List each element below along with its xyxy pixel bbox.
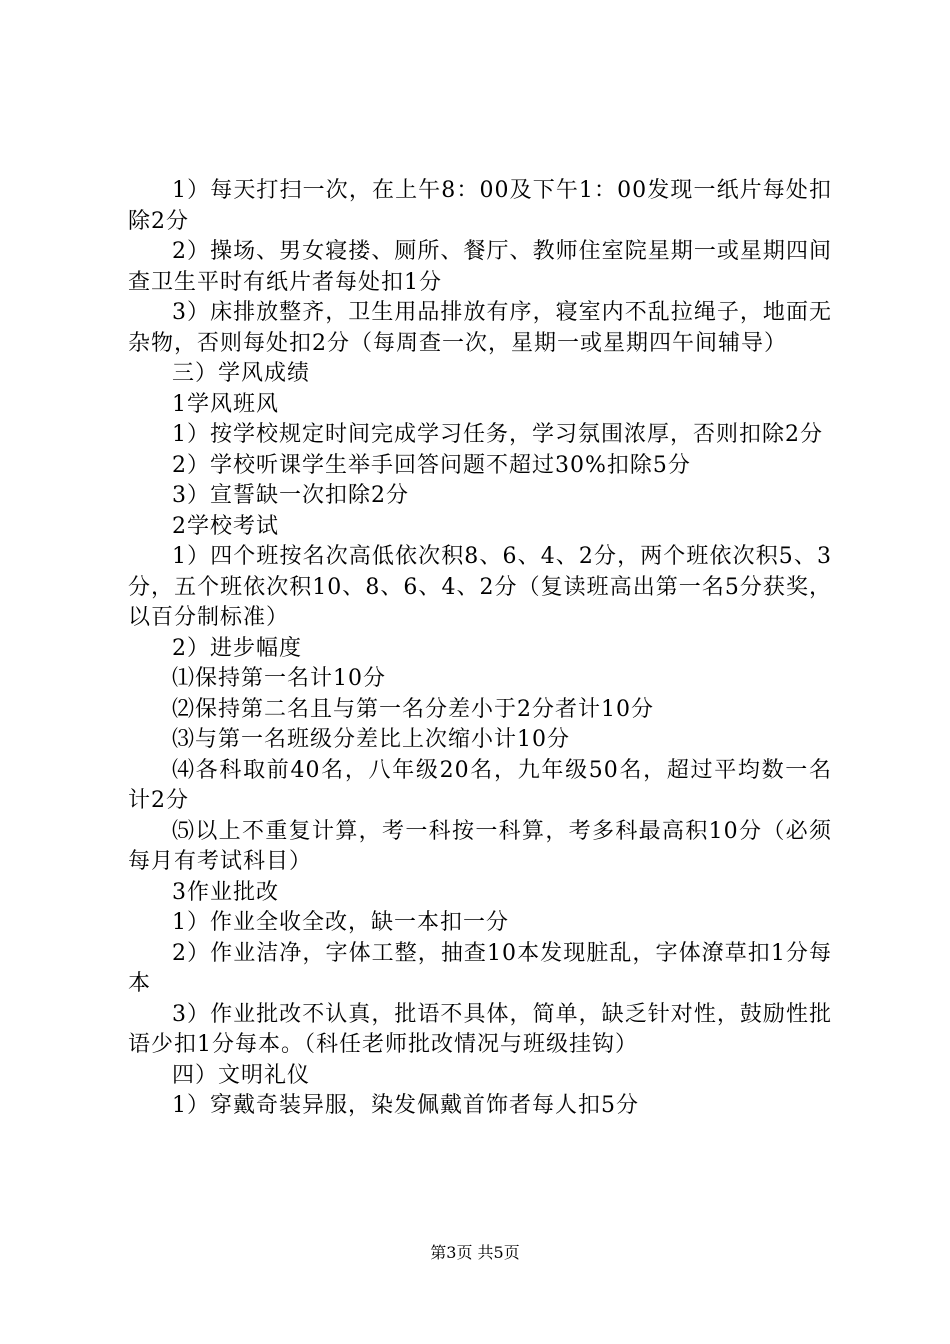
paragraph: 2）进步幅度 [172,635,302,661]
paragraph: 2）作业洁净，字体工整，抽查10本发现脏乱，字体潦草扣1分每本 [128,940,832,996]
paragraph: 1）穿戴奇装异服，染发佩戴首饰者每人扣5分 [172,1093,639,1118]
subsection-heading: 2学校考试 [172,513,279,539]
paragraph: 3）宣誓缺一次扣除2分 [172,483,409,508]
subsection-heading: 3作业批改 [172,879,279,905]
section-heading: 四）文明礼仪 [172,1062,311,1088]
paragraph: 3）作业批改不认真，批语不具体，简单，缺乏针对性，鼓励性批语少扣1分每本。（科任老师批改情况与班级挂钩） [128,1001,832,1057]
paragraph: 1）作业全收全改，缺一本扣一分 [172,910,509,935]
paragraph: 1）四个班按名次高低依次积8、6、4、2分，两个班依次积5、3分，五个班依次积10、8、6、4、2分（复读班高出第一名5分获奖，以百分制标准） [128,544,832,630]
paragraph: 1）按学校规定时间完成学习任务，学习氛围浓厚，否则扣除2分 [172,422,823,447]
paragraph: ⑸以上不重复计算，考一科按一科算，考多科最高积10分（必须每月有考试科目） [128,818,832,874]
paragraph: ⑶与第一名班级分差比上次缩小计10分 [172,727,570,752]
paragraph: ⑵保持第二名且与第一名分差小于2分者计10分 [172,696,654,722]
section-heading: 三）学风成绩 [172,361,311,386]
paragraph: 2）操场、男女寝搂、厕所、餐厅、教师住室院星期一或星期四间查卫生平时有纸片者每处扣1分 [128,239,832,295]
paragraph: ⑴保持第一名计10分 [172,666,386,691]
page-number-footer: 第3页 共5页 [430,1243,520,1262]
paragraph: 3）床排放整齐，卫生用品排放有序，寝室内不乱拉绳子，地面无杂物，否则每处扣2分（每周查一次，星期一或星期四午间辅导） [128,300,832,356]
paragraph: 2）学校听课学生举手回答问题不超过30%扣除5分 [172,452,691,478]
document-body [128,176,832,1122]
subsection-heading: 1学风班风 [172,391,279,417]
paragraph: 1）每天打扫一次，在上午8：00及下午1：00发现一纸片每处扣除2分 [128,178,832,234]
paragraph: ⑷各科取前40名，八年级20名，九年级50名，超过平均数一名计2分 [128,757,832,813]
